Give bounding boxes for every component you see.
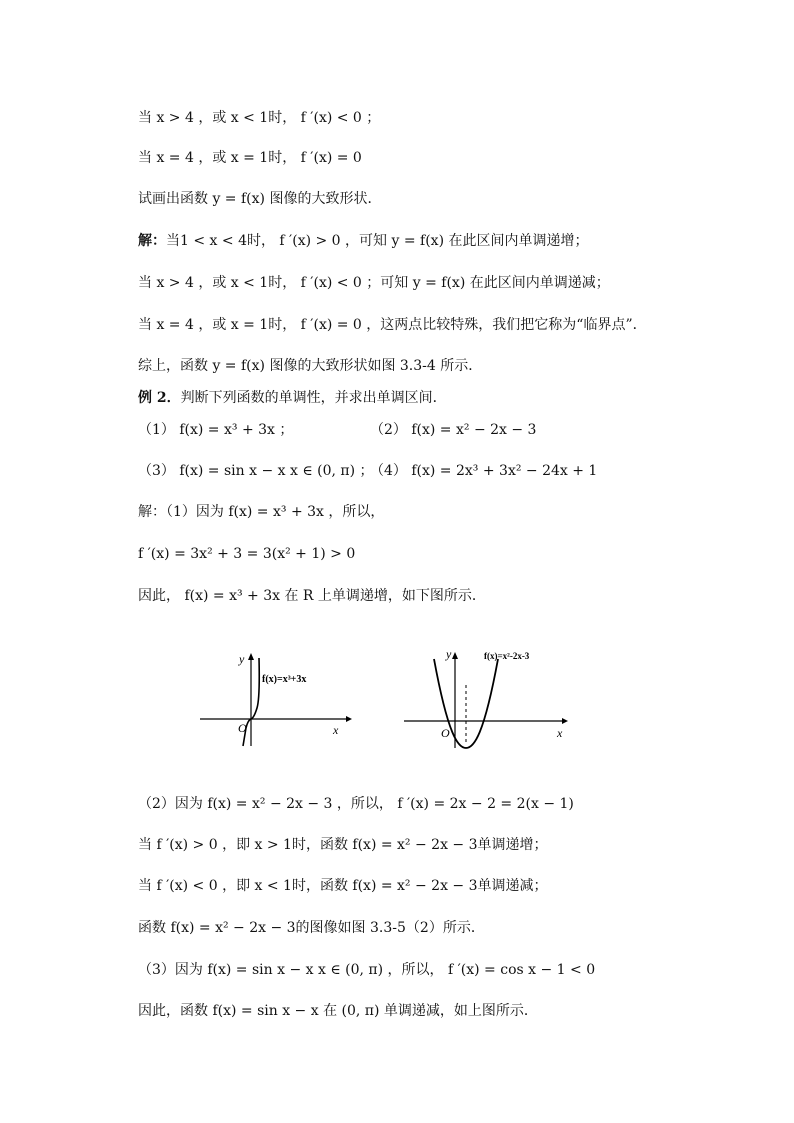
answer-2-line-1: （2）因为 f(x) = x² − 2x − 3 ，所以， f ′(x) = 2x − 2 = 2(x − 1) [138, 796, 574, 812]
example-text: 判断下列函数的单调性，并求出单调区间． [180, 390, 447, 406]
problem-3: （3） f(x) = sin x − x x ∈ (0, π) ； [138, 463, 374, 479]
answer-1-line-2: f ′(x) = 3x² + 3 = 3(x² + 1) > 0 [138, 546, 356, 562]
answer-2-line-2: 当 f ′(x) > 0 ，即 x > 1时，函数 f(x) = x² − 2x − 3单调递增； [138, 837, 548, 853]
problem-4: （4） f(x) = 2x³ + 3x² − 24x + 1 [370, 463, 598, 479]
curve-label: f(x)=x²-2x-3 [484, 651, 530, 661]
answer-1-line-1: 解：（1）因为 f(x) = x³ + 3x ，所以， [138, 504, 385, 520]
text-line-1: 当 x > 4 ，或 x < 1时， f ′(x) < 0 ； [138, 110, 381, 126]
origin-label: O [441, 726, 450, 740]
answer-3-line-2: 因此，函数 f(x) = sin x − x 在 (0, π) 单调递减，如上图所示． [138, 1003, 538, 1019]
graph-cubic [196, 648, 356, 748]
solution-line-4: 综上，函数 y = f(x) 图像的大致形状如图 3.3-4 所示． [138, 358, 483, 374]
solution-line-1 [138, 231, 588, 251]
answer-2-line-4: 函数 f(x) = x² − 2x − 3的图像如图 3.3-5（2）所示． [138, 920, 485, 936]
answer-1-line-3: 因此， f(x) = x³ + 3x 在 R 上单调递增，如下图所示． [138, 588, 486, 604]
graph-quadratic [400, 645, 575, 750]
solution-text: 当1 < x < 4时， f ′(x) > 0 ，可知 y = f(x) 在此区间内单调递增； [166, 233, 589, 249]
origin-label: O [238, 721, 247, 735]
x-label: x [557, 726, 563, 740]
x-axis-arrow [346, 716, 352, 722]
cubic-curve [251, 658, 259, 719]
solution-label: 解： [138, 233, 166, 249]
example-heading [138, 388, 447, 408]
text-line-2: 当 x = 4 ，或 x = 1时， f ′(x) = 0 [138, 150, 362, 166]
answer-3-line-1: （3）因为 f(x) = sin x − x x ∈ (0, π) ，所以， f ′(x) = cos x − 1 < 0 [138, 962, 596, 978]
x-label: x [333, 723, 339, 737]
curve-label: f(x)=x³+3x [262, 674, 307, 685]
answer-2-line-3: 当 f ′(x) < 0 ，即 x < 1时，函数 f(x) = x² − 2x − 3单调递减； [138, 878, 548, 894]
y-axis-arrow [452, 652, 458, 659]
text-line-3: 试画出函数 y = f(x) 图像的大致形状． [138, 191, 382, 207]
problem-2: （2） f(x) = x² − 2x − 3 [370, 422, 537, 438]
y-label: y [446, 647, 452, 661]
problem-1: （1） f(x) = x³ + 3x ； [138, 422, 294, 438]
y-label: y [239, 652, 245, 666]
y-axis-arrow [248, 653, 254, 660]
example-label: 例 2． [138, 390, 181, 406]
solution-line-3: 当 x = 4 ，或 x = 1时， f ′(x) = 0 ，这两点比较特殊，我们把它称为“临界点”． [138, 317, 647, 333]
x-axis-arrow [562, 718, 568, 724]
solution-line-2: 当 x > 4 ，或 x < 1时， f ′(x) < 0 ；可知 y = f(x) 在此区间内单调递减； [138, 275, 610, 291]
